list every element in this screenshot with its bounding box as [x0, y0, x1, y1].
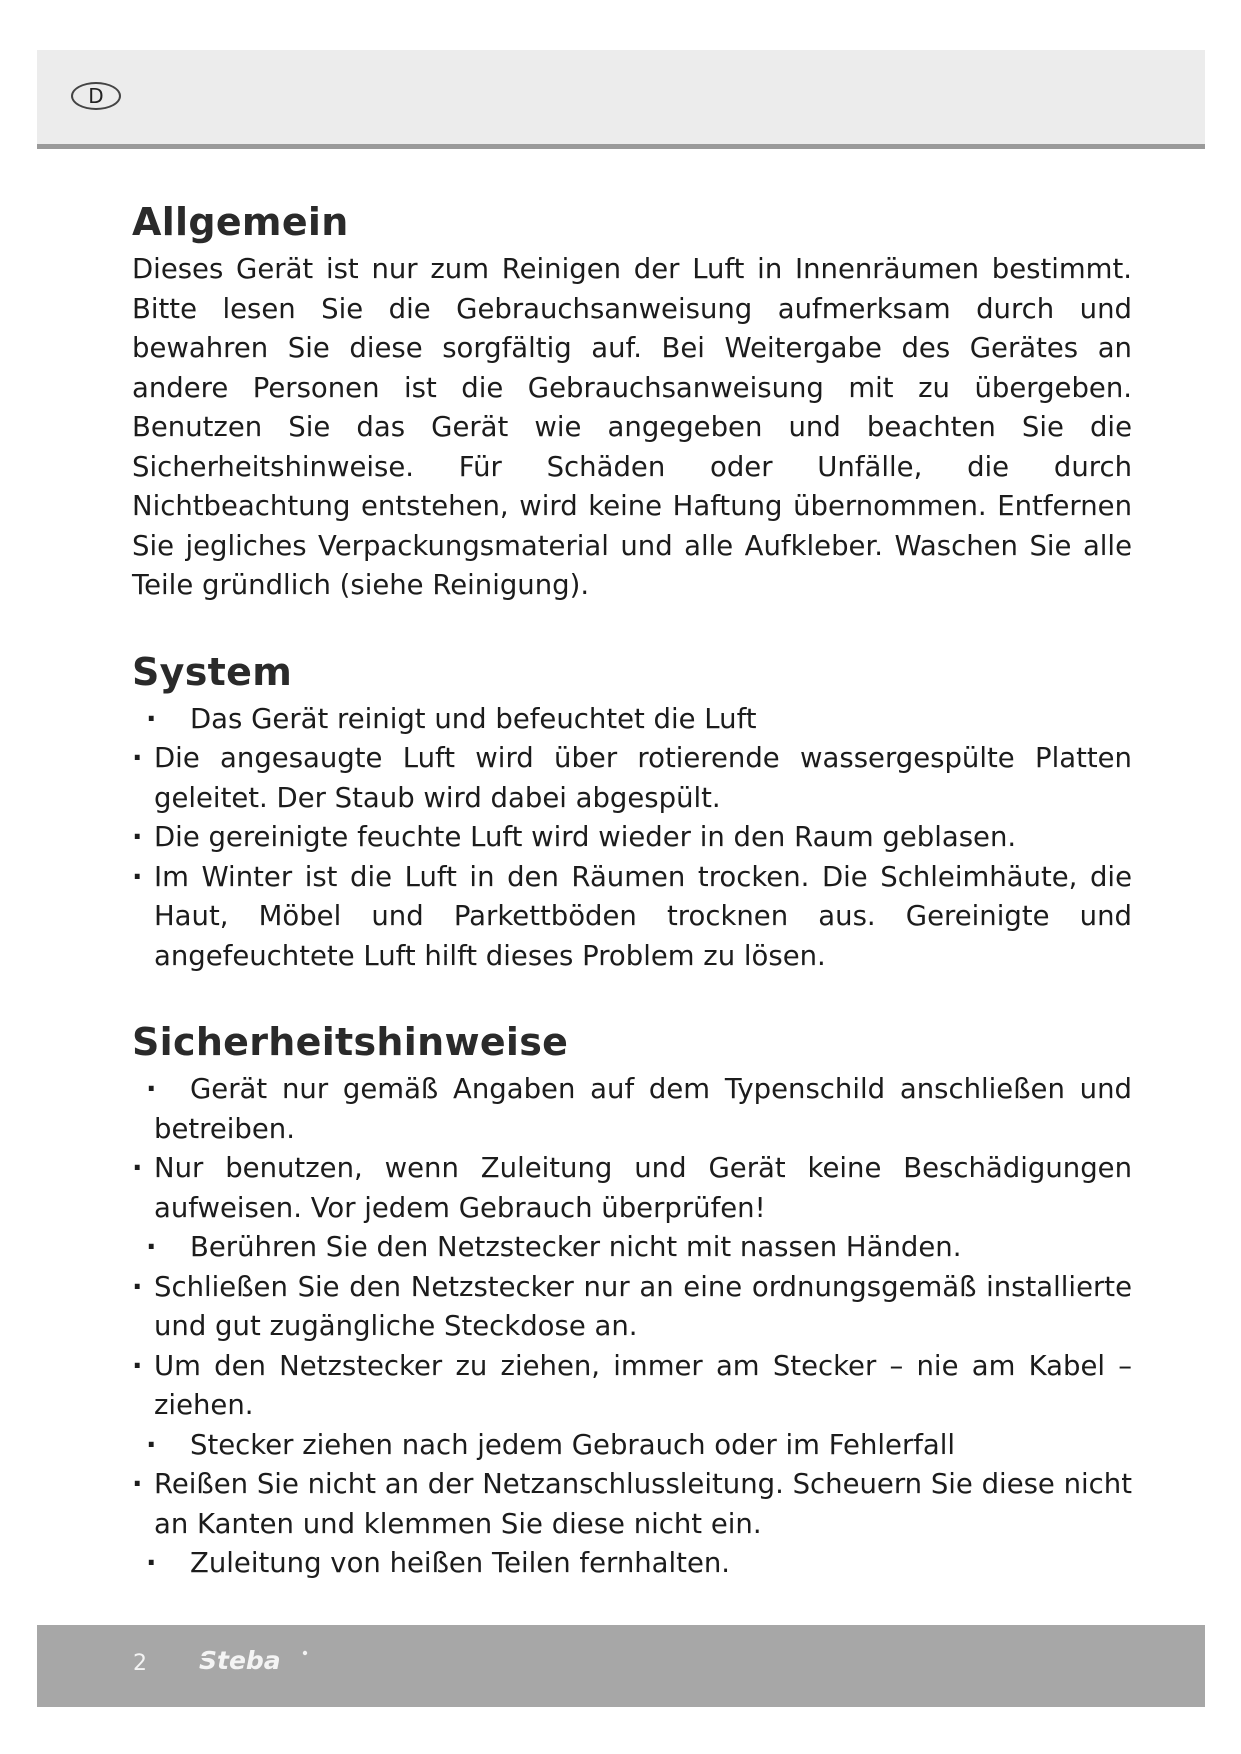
list-item: · Nur benutzen, wenn Zuleitung und Gerät keine Beschädigungen aufweisen. Vor jedem Gebrauch überprüfen! — [132, 1149, 1132, 1228]
brand-text: Steba — [199, 1646, 281, 1675]
list-item: · Zuleitung von heißen Teilen fernhalten. — [132, 1544, 1132, 1584]
list-item: · Die gereinigte feuchte Luft wird wieder in den Raum geblasen. — [132, 818, 1132, 858]
list-item: · Die angesaugte Luft wird über rotierende wassergespülte Platten geleitet. Der Staub wird dabei abgespült. — [132, 739, 1132, 818]
list-item: · Schließen Sie den Netzstecker nur an eine ordnungsgemäß installierte und gut zugängliche Steckdose an. — [132, 1268, 1132, 1347]
section-system — [132, 648, 1132, 977]
bullet-list — [132, 1070, 1132, 1584]
document-body — [132, 198, 1132, 1626]
section-title: Allgemein — [132, 200, 349, 244]
language-badge: D — [71, 82, 121, 110]
section-allgemein — [132, 198, 1132, 606]
section-sicherheitshinweise — [132, 1018, 1132, 1584]
list-item: · Berühren Sie den Netzstecker nicht mit nassen Händen. — [132, 1228, 1132, 1268]
footer-band — [37, 1625, 1205, 1707]
page-number: 2 — [133, 1651, 147, 1676]
steba-logo — [197, 1645, 317, 1679]
section-title: System — [132, 649, 293, 694]
list-item: · Stecker ziehen nach jedem Gebrauch oder im Fehlerfall — [132, 1426, 1132, 1466]
header-band — [37, 50, 1205, 149]
list-item: · Das Gerät reinigt und befeuchtet die Luft — [132, 700, 1132, 740]
bullet-list — [132, 700, 1132, 977]
list-item: · Um den Netzstecker zu ziehen, immer am Stecker – nie am Kabel – ziehen. — [132, 1347, 1132, 1426]
section-title: Sicherheitshinweise — [132, 1020, 569, 1064]
list-item: · Reißen Sie nicht an der Netzanschlussleitung. Scheuern Sie diese nicht an Kanten und klemmen Sie diese nicht ein. — [132, 1465, 1132, 1544]
list-item: · Im Winter ist die Luft in den Räumen trocken. Die Schleimhäute, die Haut, Möbel und Parkettböden trocknen aus. Gereinigte und angefeuchtete Luft hilft dieses Problem zu lösen. — [132, 858, 1132, 977]
section-paragraph: Dieses Gerät ist nur zum Reinigen der Luft in Innenräumen bestimmt. Bitte lesen Sie die Gebrauchsanweisung aufmerksam durch und bewahren Sie diese sorgfältig auf. Bei Weitergabe des Gerätes an andere Personen ist die Gebrauchsanweisung mit zu übergeben. Benutzen Sie das Gerät wie angegeben und beachten Sie die Sicherheitshinweise. Für Schäden oder Unfälle, die durch Nichtbeachtung entstehen, wird keine Haftung übernommen. Entfernen Sie jegliches Verpackungsmaterial und alle Aufkleber. Waschen Sie alle Teile gründlich (siehe Reinigung). — [132, 253, 1132, 601]
list-item: · Gerät nur gemäß Angaben auf dem Typenschild anschließen und betreiben. — [132, 1070, 1132, 1149]
